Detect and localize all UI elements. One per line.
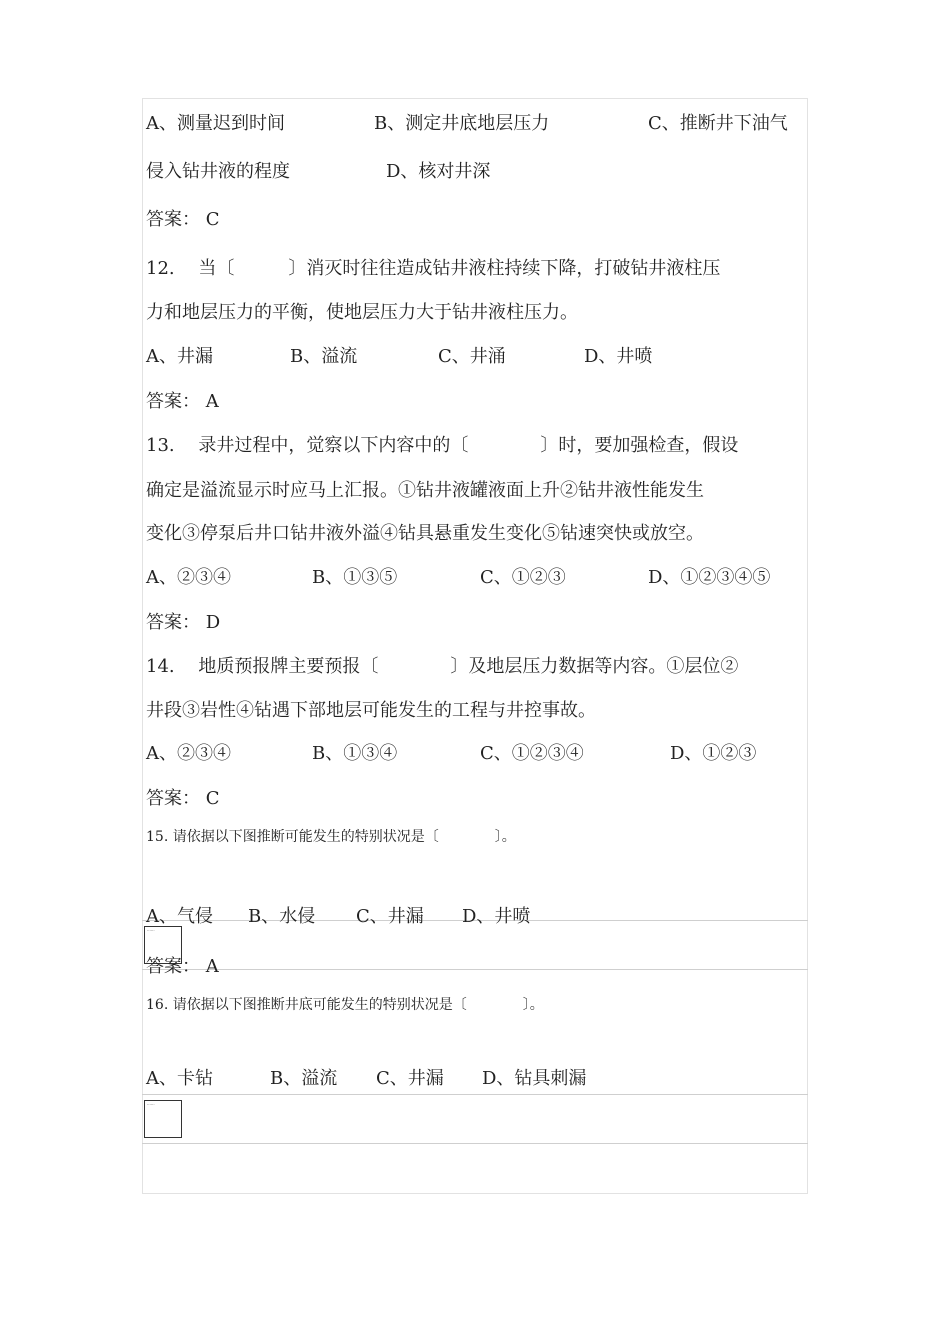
- q13-answer: 答案： D: [146, 612, 221, 633]
- q11-answer: 答案： C: [146, 209, 220, 230]
- q16-option-c: C、井漏: [376, 1068, 444, 1089]
- q12-option-c: C、井涌: [438, 346, 506, 367]
- q13-option-c: C、①②③: [480, 567, 566, 588]
- q13-question-line1: 13. 录井过程中，觉察以下内容中的〔 〕时，要加强检查，假设: [146, 435, 739, 456]
- q13-option-b: B、①③⑤: [312, 567, 398, 588]
- q16-figure-caption: ······: [147, 1102, 155, 1107]
- q12-answer: 答案： A: [146, 391, 219, 412]
- q13-option-d: D、①②③④⑤: [648, 567, 771, 588]
- q15-question: 15. 请依据以下图推断可能发生的特别状况是〔 〕。: [146, 829, 516, 845]
- q13-question-line3: 变化③停泵后井口钻井液外溢④钻具悬重发生变化⑤钻速突快或放空。: [146, 523, 704, 544]
- q15-option-a: A、气侵: [146, 906, 213, 927]
- q14-option-a: A、②③④: [146, 743, 231, 764]
- q11-option-d: D、核对井深: [386, 161, 491, 182]
- q16-figure-thumbnail: [144, 1100, 182, 1138]
- q16-figure-frame: [142, 1094, 808, 1144]
- q15-option-c: C、井漏: [356, 906, 424, 927]
- q14-option-c: C、①②③④: [480, 743, 584, 764]
- q14-question-line1: 14. 地质预报牌主要预报〔 〕及地层压力数据等内容。①层位②: [146, 656, 739, 677]
- q11-option-b: B、测定井底地层压力: [374, 113, 550, 134]
- q13-option-a: A、②③④: [146, 567, 231, 588]
- q15-option-d: D、井喷: [462, 906, 531, 927]
- q15-answer: 答案： A: [146, 956, 219, 977]
- q12-question-line2: 力和地层压力的平衡，使地层压力大于钻井液柱压力。: [146, 302, 578, 323]
- q12-option-b: B、溢流: [290, 346, 358, 367]
- q16-option-d: D、钻具刺漏: [482, 1068, 587, 1089]
- q15-figure-caption: ······: [147, 928, 155, 933]
- q12-option-d: D、井喷: [584, 346, 653, 367]
- q16-question: 16. 请依据以下图推断井底可能发生的特别状况是〔 〕。: [146, 997, 544, 1013]
- q14-answer: 答案： C: [146, 788, 220, 809]
- q16-option-a: A、卡钻: [146, 1068, 213, 1089]
- q12-option-a: A、井漏: [146, 346, 213, 367]
- q11-option-c: C、推断井下油气: [648, 113, 788, 134]
- q12-question-line1: 12. 当〔 〕消灭时往往造成钻井液柱持续下降，打破钻井液柱压: [146, 258, 721, 279]
- q15-option-b: B、水侵: [248, 906, 316, 927]
- q14-option-d: D、①②③: [670, 743, 757, 764]
- q14-question-line2: 井段③岩性④钻遇下部地层可能发生的工程与井控事故。: [146, 700, 596, 721]
- q16-option-b: B、溢流: [270, 1068, 338, 1089]
- q11-option-c-continued: 侵入钻井液的程度: [146, 161, 290, 182]
- q13-question-line2: 确定是溢流显示时应马上汇报。①钻井液罐液面上升②钻井液性能发生: [146, 480, 704, 501]
- q14-option-b: B、①③④: [312, 743, 398, 764]
- q11-option-a: A、测量迟到时间: [146, 113, 285, 134]
